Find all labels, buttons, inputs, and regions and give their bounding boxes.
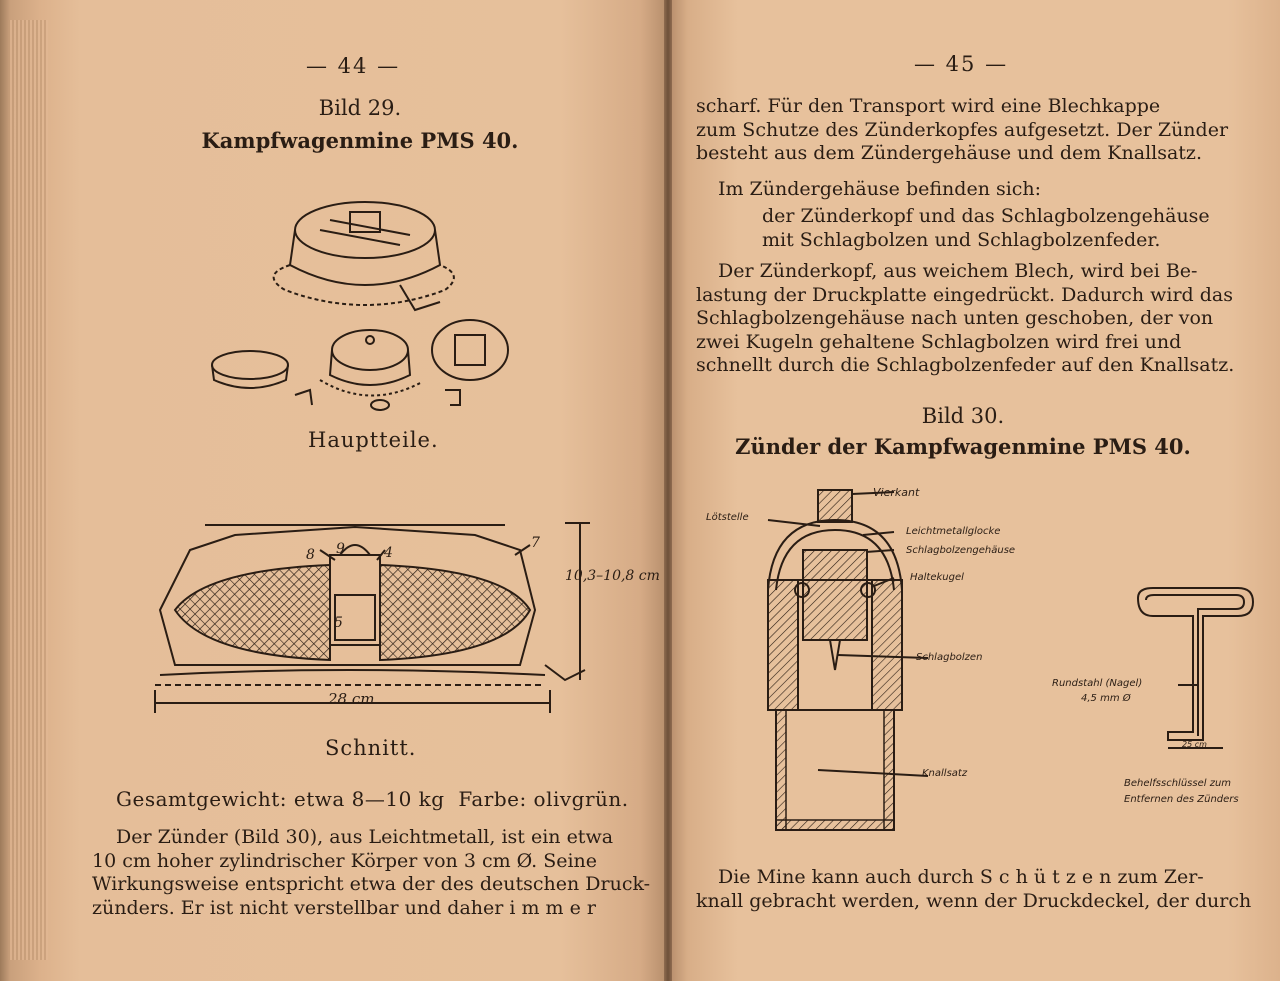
housing-items (762, 205, 1210, 252)
label-leichtmetallglocke: Leichtmetallglocke (906, 526, 1001, 537)
paragraph-line: Der Zünder (Bild 30), aus Leichtmetall, ist ein etwa (116, 826, 614, 848)
paragraph-line: scharf. Für den Transport wird eine Blechkappe (696, 95, 1161, 117)
function-paragraph (696, 260, 1244, 378)
label-schlagbolzengehaeuse: Schlagbolzengehäuse (906, 545, 1016, 556)
paragraph-line: 10 cm hoher zylindrischer Körper von 3 cm Ø. Seine (92, 849, 598, 872)
label-knallsatz: Knallsatz (922, 768, 968, 779)
paragraph-line: knall gebracht werden, wenn der Druckdeckel, der durch (696, 889, 1252, 912)
label-loetstelle: Lötstelle (706, 512, 749, 523)
paragraph-line: schnellt durch die Schlagbolzenfeder auf den Knallsatz. (696, 354, 1235, 376)
label-rundstahl: Rundstahl (Nagel) (1052, 678, 1143, 689)
section-label-4: 4 (384, 545, 393, 561)
detonation-paragraph (696, 866, 1252, 913)
section-label-8: 8 (306, 547, 315, 563)
paragraph-line: Wirkungsweise entspricht etwa der des deutschen Druck- (92, 873, 651, 895)
paragraph-line: Schlagbolzengehäuse nach unten geschoben, der von (696, 307, 1214, 329)
weight-color-spec: Gesamtgewicht: etwa 8—10 kg Farbe: olivgrün. (116, 787, 629, 811)
paragraph-line: Die Mine kann auch durch S c h ü t z e n zum Zer- (718, 866, 1204, 888)
page-edge-stack (8, 20, 48, 960)
width-dimension-label: 28 cm (328, 690, 375, 708)
height-dimension-label: 10,3–10,8 cm (565, 568, 660, 584)
label-haltekugel: Haltekugel (910, 572, 964, 583)
label-rundstahl-size: 4,5 mm Ø (1081, 693, 1131, 704)
mine-section-drawing (145, 515, 655, 720)
paragraph-line: zum Schutze des Zünderkopfes aufgesetzt. Der Zünder (696, 118, 1229, 141)
housing-item: der Zünderkopf und das Schlagbolzengehäuse (762, 205, 1210, 227)
paragraph-line: Der Zünderkopf, aus weichem Blech, wird bei Be- (718, 260, 1198, 282)
left-page-number: — 44 — (306, 54, 401, 78)
right-page (668, 0, 1280, 981)
paragraph-line: zwei Kugeln gehaltene Schlagbolzen wird frei und (696, 330, 1182, 353)
paragraph-line: zünders. Er ist nicht verstellbar und daher i m m e r (92, 896, 596, 919)
transport-paragraph (696, 95, 1244, 166)
paragraph-line: besteht aus dem Zündergehäuse und dem Knallsatz. (696, 142, 1202, 164)
label-vierkant: Vierkant (873, 486, 920, 499)
caption-section: Schnitt. (325, 736, 417, 760)
housing-intro: Im Zündergehäuse befinden sich: (718, 178, 1042, 200)
fuze-description-paragraph (92, 826, 651, 920)
paragraph-line: lastung der Druckplatte eingedrückt. Dadurch wird das (696, 283, 1233, 306)
section-label-9: 9 (336, 541, 345, 557)
book-gutter (664, 0, 672, 981)
figure-29-title: Bild 29. (318, 96, 402, 120)
figure-30-title: Bild 30. (921, 404, 1005, 428)
key-caption-line-1: Behelfsschlüssel zum (1124, 778, 1232, 789)
figure-29-subtitle: Kampfwagenmine PMS 40. (201, 128, 519, 153)
label-schlagbolzen: Schlagbolzen (916, 652, 983, 663)
housing-item: mit Schlagbolzen und Schlagbolzenfeder. (762, 228, 1161, 251)
label-dimension-25: 25 cm (1182, 740, 1207, 749)
caption-main-parts: Hauptteile. (308, 428, 439, 452)
key-caption-line-2: Entfernen des Zünders (1124, 794, 1239, 805)
mine-main-parts-illustration (200, 190, 530, 420)
figure-30-subtitle: Zünder der Kampfwagenmine PMS 40. (735, 434, 1191, 459)
right-page-number: — 45 — (914, 52, 1009, 76)
section-label-7: 7 (531, 535, 540, 551)
section-label-5: 5 (334, 615, 343, 631)
